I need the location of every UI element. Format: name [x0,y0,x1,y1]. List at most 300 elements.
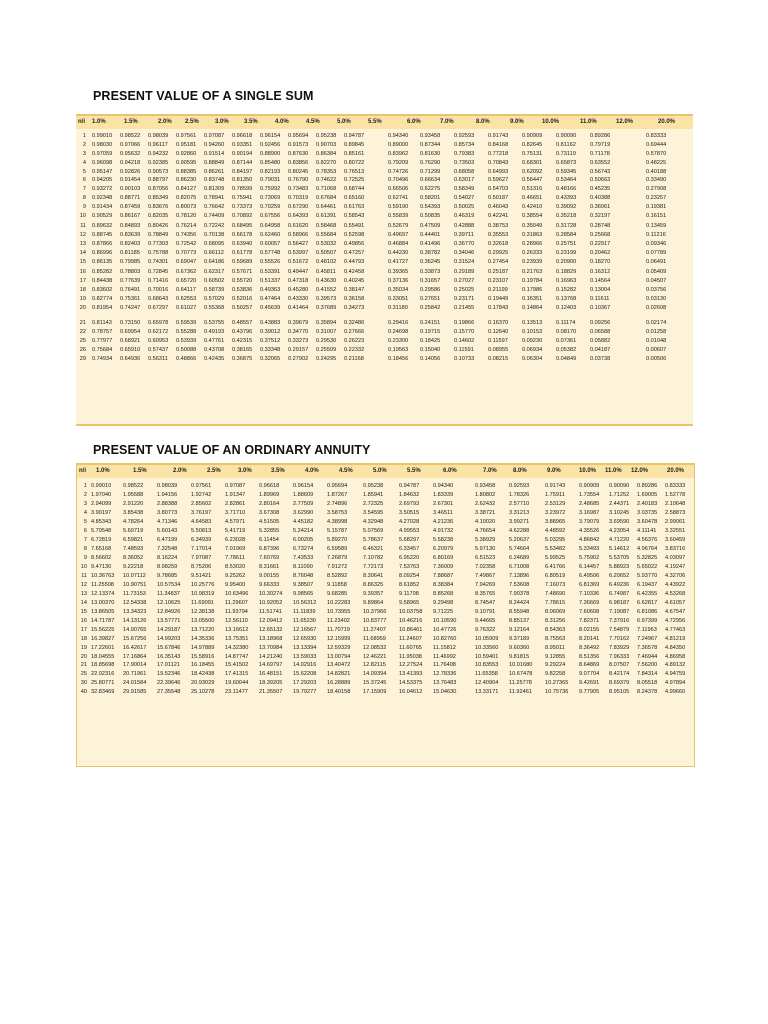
table-cell: 0.29530 [316,338,337,344]
table-cell: 12.46221 [363,654,387,660]
table-cell: 19.52346 [157,671,181,677]
table-cell: 5.60143 [157,528,178,534]
table-cell: 4.99660 [665,689,686,695]
table-cell: 4.61057 [665,600,686,606]
table-cell: 0.14864 [522,305,543,311]
table-cell: 7.90378 [509,591,530,597]
table-cell: 0.64993 [488,169,509,175]
table-cell: 1.95588 [123,492,144,498]
single-sum-title: PRESENT VALUE OF A SINGLE SUM [93,89,314,103]
table-cell: 2.67301 [433,501,454,507]
table-cell: 22.02316 [91,671,115,677]
table-cell: 0.94232 [148,151,169,157]
table-cell: 9.25262 [225,573,246,579]
table-cell: 0.93458 [475,483,496,489]
table-cell: 0.58739 [204,287,225,293]
table-cell: 0.97087 [225,483,246,489]
header-rate: 2.0% [173,468,187,474]
table-cell: 7.88687 [433,573,454,579]
table-cell: 0.36245 [420,259,441,265]
table-cell: 0.08170 [556,329,577,335]
table-cell: 12.15999 [327,636,351,642]
table-cell: 6.97399 [637,618,658,624]
table-cell: 1.52778 [665,492,686,498]
table-cell: 0.38753 [488,223,509,229]
table-cell: 10.25776 [191,582,215,588]
table-cell: 29.91585 [123,689,147,695]
table-cell: 0.51316 [522,186,543,192]
row-period: 30 [80,680,87,686]
row-period: 17 [79,278,86,284]
table-cell: 0.16312 [590,269,611,275]
table-cell: 3.67308 [259,510,280,516]
table-cell: 9.51421 [191,573,212,579]
table-cell: 0.53939 [176,338,197,344]
table-cell: 8.75206 [191,564,212,570]
table-cell: 0.76642 [204,204,225,210]
header-rate: 11.0% [580,119,597,125]
table-cell: 1.69005 [637,492,658,498]
table-cell: 3.03735 [637,510,658,516]
table-cell: 0.70319 [288,195,309,201]
annuity-table [76,463,695,767]
table-cell: 2.82861 [225,501,246,507]
table-cell: 4.51505 [259,519,280,525]
table-cell: 0.86996 [92,250,113,256]
table-cell: 0.06491 [646,259,667,265]
table-cell: 0.84168 [488,142,509,148]
table-cell: 3.71710 [225,510,246,516]
table-cell: 0.03738 [590,356,611,362]
table-cell: 0.93351 [232,142,253,148]
table-cell: 0.93458 [420,133,441,139]
table-cell: 20.93029 [191,680,215,686]
table-cell: 3.16987 [579,510,600,516]
table-cell: 0.09346 [646,241,667,247]
table-cell: 9.42691 [579,680,600,686]
table-cell: 7.94269 [475,582,496,588]
table-cell: 0.17843 [488,305,509,311]
table-cell: 13.76483 [433,680,457,686]
table-cell: 8.64869 [579,662,600,668]
table-cell: 8.16224 [157,555,178,561]
table-cell: 11.29607 [225,600,248,606]
table-cell: 19.60044 [225,680,249,686]
table-cell: 0.34046 [454,250,475,256]
table-cell: 10.67478 [509,671,533,677]
table-cell: 0.78353 [316,169,337,175]
table-cell: 3.76197 [191,510,212,516]
table-cell: 0.87459 [120,204,141,210]
table-cell: 9.60360 [509,645,530,651]
header-rate: 1.5% [124,119,138,125]
table-cell: 0.61763 [344,204,365,210]
table-cell: 0.12403 [556,305,577,311]
table-cell: 0.77977 [92,338,113,344]
table-cell: 0.39365 [388,269,409,275]
table-cell: 11.68959 [363,636,386,642]
table-cell: 0.91454 [120,177,141,183]
header-rate: 3.5% [271,468,285,474]
table-cell: 0.05409 [646,269,667,275]
table-cell: 11.76408 [433,662,456,668]
table-cell: 0.71299 [420,169,441,175]
table-cell: 17.15909 [363,689,387,695]
table-cell: 8.61852 [399,582,420,588]
table-cell: 6.62817 [637,600,658,606]
table-cell: 0.08215 [488,356,509,362]
table-cell: 0.91514 [204,151,225,157]
table-cell: 0.22332 [344,347,365,353]
table-cell: 11.60765 [399,645,422,651]
table-cell: 0.50507 [316,250,337,256]
table-cell: 0.49363 [260,287,281,293]
table-cell: 0.65910 [120,347,141,353]
table-cell: 9.10791 [475,609,496,615]
table-cell: 4.97894 [665,680,686,686]
table-cell: 13.00794 [327,654,351,660]
table-cell: 7.26879 [327,555,348,561]
table-cell: 0.84197 [232,169,253,175]
table-cell: 0.07789 [646,250,667,256]
table-cell: 8.75563 [545,636,566,642]
table-cell: 6.51523 [475,555,496,561]
table-cell: 0.83856 [288,160,309,166]
table-cell: 14.35336 [191,636,215,642]
table-cell: 0.94205 [92,177,113,183]
table-cell: 11.93794 [225,609,248,615]
table-cell: 2.44371 [609,501,630,507]
table-cell: 13.59033 [293,654,317,660]
table-cell: 0.14602 [454,338,475,344]
table-cell: 10.63496 [225,591,249,597]
table-cell: 1.71252 [609,492,630,498]
table-cell: 10.83777 [363,618,387,624]
table-cell: 0.68643 [148,296,169,302]
table-cell: 3.79079 [579,519,600,525]
table-cell: 7.78615 [545,600,566,606]
table-cell: 0.79719 [590,142,611,148]
table-cell: 0.61027 [176,305,197,311]
table-cell: 0.81350 [232,177,253,183]
table-cell: 0.81630 [420,151,441,157]
table-cell: 6.11454 [259,537,279,543]
row-period: 14 [80,600,87,606]
table-cell: 0.74622 [316,177,337,183]
table-cell: 0.03756 [646,287,667,293]
table-cell: 0.31007 [316,329,337,335]
table-cell: 0.82774 [92,296,113,302]
table-cell: 0.96618 [232,133,253,139]
table-cell: 1.87267 [327,492,348,498]
table-cell: 7.65168 [91,546,112,552]
table-cell: 1.97040 [91,492,112,498]
table-cell: 6.87396 [259,546,280,552]
header-rate: 8.0% [476,119,490,125]
table-cell: 0.67684 [316,195,337,201]
table-cell: 0.78599 [232,186,253,192]
table-cell: 0.00607 [646,347,667,353]
table-cell: 8.54363 [545,627,566,633]
table-cell: 0.40245 [344,278,365,284]
table-cell: 11.73153 [123,591,146,597]
table-cell: 16.48151 [259,671,283,677]
annuity-title: PRESENT VALUE OF AN ORDINARY ANNUITY [93,443,371,457]
row-period: 8 [83,546,87,552]
table-cell: 10.56312 [293,600,317,606]
table-cell: 5.32855 [259,528,280,534]
table-cell: 0.78757 [92,329,113,335]
table-cell: 0.70016 [148,287,169,293]
table-cell: 0.62460 [260,232,281,238]
table-cell: 0.59190 [388,204,409,210]
table-cell: 2.94099 [91,501,112,507]
table-cell: 0.19563 [388,347,409,353]
table-cell: 0.11591 [454,347,474,353]
header-rate: 9.0% [547,468,561,474]
table-cell: 8.36492 [579,645,600,651]
table-cell: 4.48592 [545,528,566,534]
table-cell: 13.33171 [475,689,499,695]
table-cell: 0.87866 [92,241,113,247]
table-cell: 7.97087 [191,555,212,561]
table-cell: 3.69590 [609,519,630,525]
table-cell: 0.81309 [204,186,225,192]
table-cell: 0.68301 [522,160,543,166]
table-cell: 4.78264 [123,519,144,525]
table-cell: 0.74356 [176,232,197,238]
table-cell: 0.26223 [344,338,365,344]
table-cell: 2.69793 [399,501,420,507]
table-cell: 9.76322 [475,627,496,633]
table-cell: 10.75736 [545,689,569,695]
table-cell: 0.37136 [388,278,409,284]
table-cell: 5.97130 [475,546,496,552]
table-cell: 0.37689 [316,305,337,311]
table-cell: 0.97561 [176,133,197,139]
header-rate: 4.0% [305,468,319,474]
table-cell: 0.92456 [260,142,281,148]
table-cell: 6.81369 [579,582,600,588]
table-cell: 0.66634 [420,177,441,183]
table-cell: 0.77218 [488,151,509,157]
table-cell: 9.29498 [433,600,454,606]
table-cell: 0.60953 [148,338,169,344]
table-cell: 1.89969 [259,492,280,498]
table-cell: 8.20141 [579,636,600,642]
table-cell: 0.58349 [454,186,475,192]
table-cell: 0.85734 [454,142,475,148]
table-cell: 0.69954 [120,329,141,335]
table-cell: 0.34770 [288,329,309,335]
table-cell: 8.95105 [609,689,630,695]
table-cell: 1.84632 [399,492,420,498]
table-cell: 0.20462 [590,250,611,256]
table-cell: 0.31728 [556,223,577,229]
table-cell: 0.48557 [232,320,253,326]
table-cell: 0.84438 [92,278,113,284]
table-cell: 0.86261 [204,169,225,175]
table-cell: 0.78849 [148,232,169,238]
header-rate: 9.0% [510,119,524,125]
row-period: 21 [80,662,87,668]
table-cell: 12.65930 [293,636,317,642]
table-cell: 11.27407 [363,627,386,633]
table-cell: 0.53464 [556,177,577,183]
table-cell: 3.83716 [665,546,686,552]
table-cell: 3.85438 [123,510,144,516]
table-cell: 1.75911 [545,492,565,498]
table-cell: 4.72956 [665,618,686,624]
table-cell: 0.76290 [420,160,441,166]
table-cell: 0.89286 [637,483,658,489]
table-cell: 0.52016 [232,296,253,302]
table-cell: 0.41727 [388,259,409,265]
table-cell: 8.86325 [363,582,384,588]
table-cell: 0.48866 [176,356,197,362]
table-cell: 0.99010 [91,483,112,489]
table-cell: 0.06588 [590,329,611,335]
table-cell: 0.38165 [232,347,253,353]
table-cell: 0.56311 [148,356,168,362]
table-cell: 0.50663 [590,177,611,183]
table-cell: 0.75788 [148,250,169,256]
table-cell: 0.10367 [590,305,611,311]
table-cell: 6.71008 [509,564,530,570]
table-cell: 0.82403 [120,241,141,247]
table-cell: 0.75361 [120,296,141,302]
table-cell: 0.64958 [260,223,281,229]
table-cell: 0.98522 [120,133,141,139]
table-cell: 0.73119 [556,151,576,157]
table-cell: 1.88609 [293,492,314,498]
table-cell: 3.50515 [399,510,420,516]
table-cell: 0.53836 [232,287,253,293]
table-cell: 15.04630 [433,689,457,695]
table-cell: 0.51337 [260,278,281,284]
table-cell: 0.72845 [148,269,169,275]
table-cell: 3.80773 [157,510,178,516]
table-cell: 6.14457 [579,564,600,570]
table-cell: 4.57971 [225,519,246,525]
table-cell: 0.06304 [522,356,543,362]
table-cell: 7.70162 [609,636,630,642]
table-cell: 0.24151 [420,320,441,326]
table-cell: 14.97889 [191,645,215,651]
table-cell: 5.93770 [637,573,658,579]
table-cell: 0.82075 [176,195,197,201]
table-cell: 0.35894 [316,320,337,326]
table-cell: 7.84314 [637,671,658,677]
table-cell: 0.36770 [454,241,475,247]
table-cell: 0.41496 [420,241,441,247]
table-cell: 5.69719 [123,528,144,534]
table-cell: 0.64936 [120,356,141,362]
table-cell: 7.02358 [475,564,496,570]
table-cell: 3.90197 [91,510,112,516]
table-cell: 9.47130 [91,564,112,570]
table-cell: 6.80519 [545,573,566,579]
table-cell: 0.48166 [556,186,577,192]
table-cell: 4.99553 [399,528,420,534]
table-cell: 0.58966 [288,232,309,238]
table-cell: 0.53997 [288,250,309,256]
table-cell: 0.08955 [488,347,509,353]
table-cell: 0.31524 [454,259,475,265]
table-cell: 18.42438 [191,671,215,677]
table-cell: 8.06069 [545,609,566,615]
table-cell: 0.84893 [120,223,141,229]
table-cell: 0.05382 [556,347,577,353]
table-cell: 7.36578 [637,645,658,651]
table-cell: 0.64117 [176,287,196,293]
table-cell: 0.13459 [646,223,667,229]
table-cell: 7.60608 [579,609,600,615]
table-cell: 2.74896 [327,501,348,507]
table-cell: 0.65160 [344,195,365,201]
table-cell: 0.57029 [204,296,225,302]
table-cell: 0.00506 [646,356,667,362]
table-cell: 9.29224 [545,662,566,668]
table-cell: 0.09230 [522,338,543,344]
row-period: 40 [80,689,87,695]
table-cell: 10.37966 [363,609,387,615]
table-cell: 11.24607 [399,636,422,642]
table-cell: 10.86461 [399,627,423,633]
table-cell: 0.74247 [120,305,141,311]
table-cell: 0.16351 [522,296,543,302]
table-cell: 0.42241 [488,213,509,219]
table-cell: 0.36061 [590,204,611,210]
row-period: 20 [80,654,87,660]
table-cell: 17.22601 [91,645,115,651]
table-cell: 4.96764 [637,546,658,552]
table-cell: 6.80169 [433,555,454,561]
table-cell: 0.93272 [92,186,113,192]
table-cell: 0.49447 [288,269,309,275]
table-cell: 0.44401 [420,232,441,238]
table-cell: 0.33348 [260,347,281,353]
table-cell: 5.14612 [609,546,630,552]
table-cell: 0.31863 [522,232,543,238]
table-cell: 6.20979 [433,546,454,552]
table-cell: 0.11174 [556,320,576,326]
table-cell: 0.62553 [176,296,197,302]
table-cell: 11.46992 [433,654,456,660]
table-cell: 0.62741 [388,195,409,201]
table-cell: 0.23199 [556,250,577,256]
table-cell: 0.19784 [522,278,543,284]
table-cell: 0.97059 [92,151,113,157]
header-rate: 5.0% [337,119,351,125]
table-cell: 0.32618 [488,241,509,247]
row-period: 26 [79,347,86,353]
row-period: 8 [82,195,86,201]
table-cell: 3.60459 [665,537,686,543]
table-cell: 6.34939 [191,537,212,543]
table-cell: 0.67556 [260,213,281,219]
table-cell: 10.92052 [259,600,283,606]
table-cell: 15.62208 [293,671,317,677]
table-cell: 0.59345 [556,169,577,175]
table-cell: 7.53608 [509,582,530,588]
table-cell: 24.01584 [123,680,147,686]
table-cell: 2.91220 [123,501,144,507]
table-cell: 0.19715 [420,329,441,335]
table-cell: 4.27028 [399,519,420,525]
table-cell: 1.80802 [475,492,496,498]
table-cell: 0.90194 [232,151,253,157]
